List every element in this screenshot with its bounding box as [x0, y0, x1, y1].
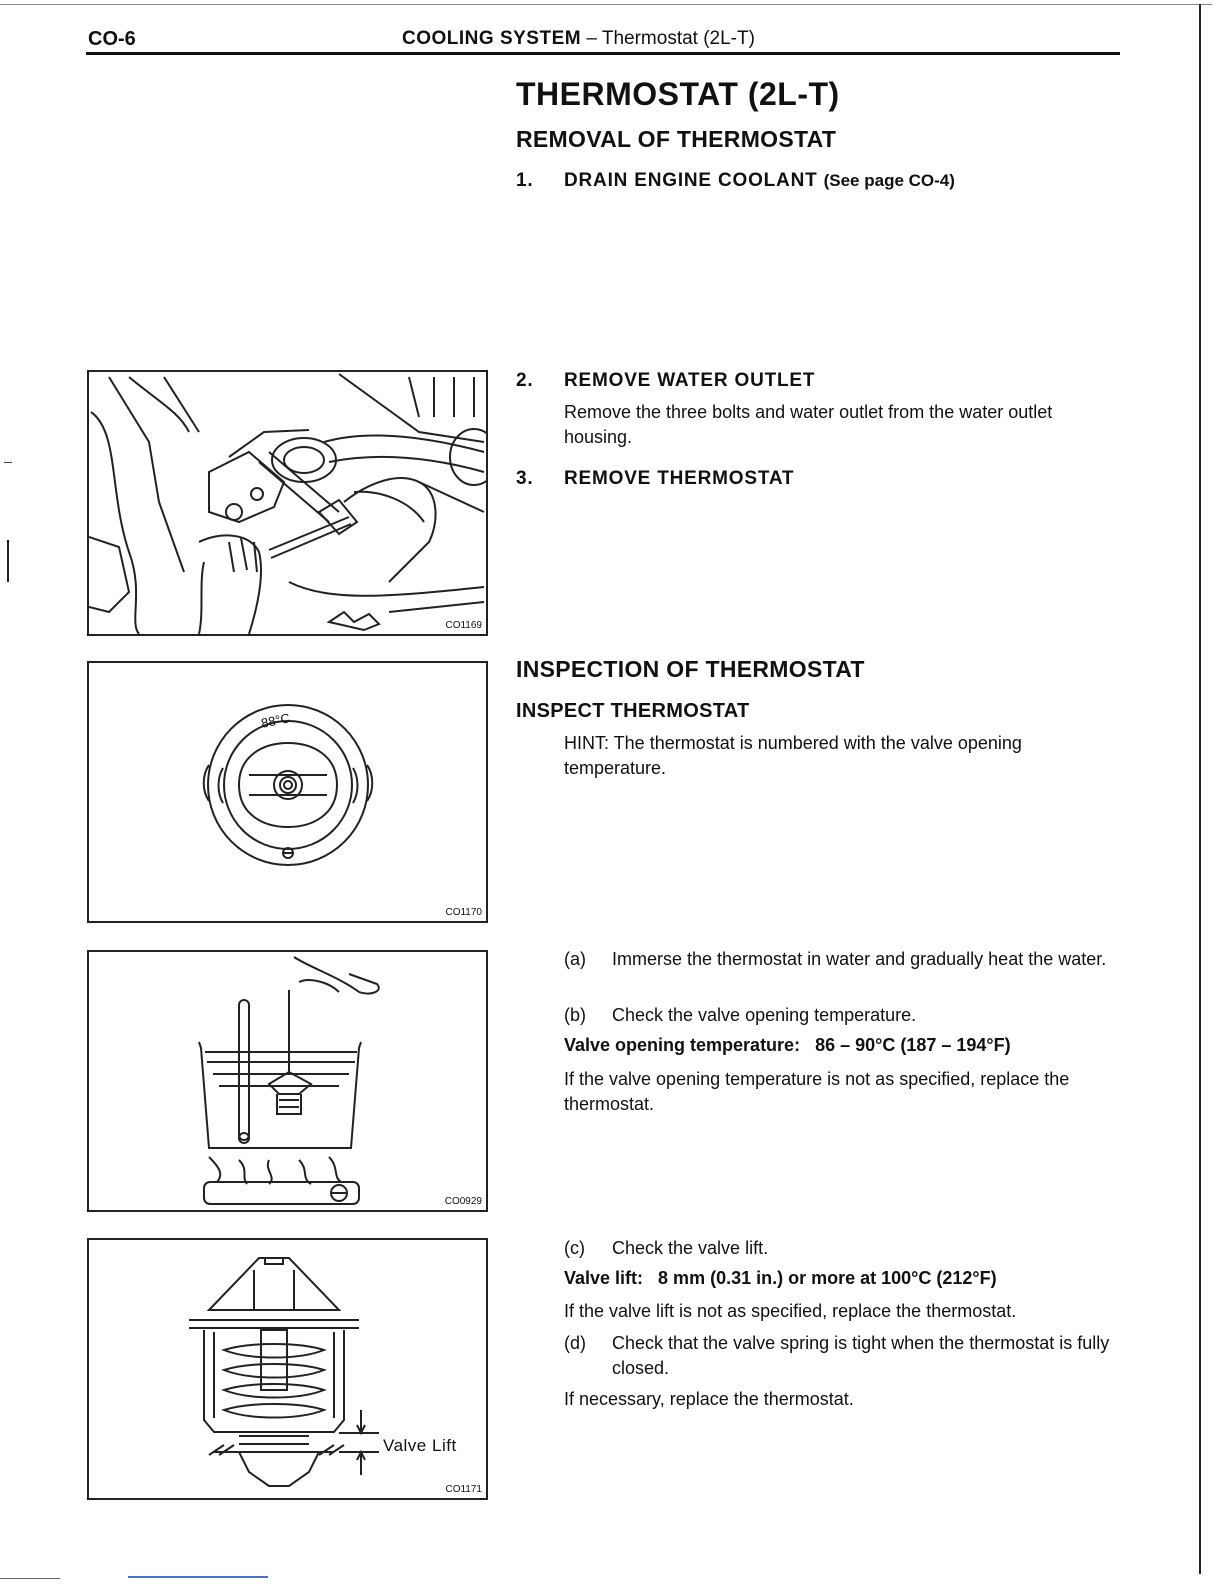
step-title: REMOVE WATER OUTLET	[564, 370, 816, 391]
opening-note: If the valve opening temperature is not as specified, replace the thermostat.	[564, 1069, 1070, 1114]
figure-remove-water-outlet	[87, 370, 488, 636]
figure-heating-test	[87, 950, 488, 1212]
figure-code: CO1169	[445, 620, 482, 631]
figure-code: CO1171	[445, 1484, 482, 1495]
spec-label: Valve lift:	[564, 1268, 644, 1288]
item-text: Check the valve lift.	[612, 1238, 769, 1258]
item-c	[564, 1236, 1120, 1261]
item-b	[564, 1003, 1120, 1028]
removal-heading: REMOVAL OF THERMOSTAT	[516, 126, 837, 152]
temperature-stamp: 88°C	[259, 710, 292, 731]
step-number: 2.	[516, 370, 534, 391]
inspection-heading: INSPECTION OF THERMOSTAT	[516, 656, 865, 682]
running-header	[402, 28, 755, 50]
item-text: Check the valve opening temperature.	[612, 1005, 917, 1025]
right-border	[1199, 4, 1201, 1574]
figure-thermostat-marking	[87, 661, 488, 923]
step-3	[516, 468, 1076, 494]
top-border	[0, 4, 1212, 5]
spec-value: 86 – 90°C (187 – 194°F)	[815, 1035, 1011, 1055]
figure-valve-lift	[87, 1238, 488, 1500]
step-2	[516, 370, 1076, 396]
spec-valve-lift	[564, 1268, 997, 1289]
page-reference: (See page CO-4)	[823, 171, 955, 190]
water-outlet-illustration	[89, 372, 486, 634]
step-1	[516, 170, 1076, 196]
item-label: (a)	[564, 949, 586, 969]
final-note: If necessary, replace the thermostat.	[564, 1389, 854, 1409]
step-number: 3.	[516, 468, 534, 489]
section-name: COOLING SYSTEM	[402, 28, 582, 49]
step-title: DRAIN ENGINE COOLANT	[564, 170, 818, 191]
inspection-subheading: INSPECT THERMOSTAT	[516, 700, 750, 722]
item-text: Immerse the thermostat in water and gradually heat the water.	[612, 949, 1107, 969]
step-2-detail: Remove the three bolts and water outlet from the water outlet housing.	[564, 402, 1053, 447]
figure-code: CO0929	[444, 1196, 482, 1207]
header-separator: –	[581, 28, 602, 49]
valve-lift-diagram	[89, 1240, 486, 1498]
item-text: Check that the valve spring is tight when the thermostat is fully closed.	[612, 1333, 1110, 1378]
step-number: 1.	[516, 170, 534, 191]
bottom-rule	[0, 1578, 60, 1579]
thermostat-top-view	[89, 663, 486, 921]
heating-test-illustration	[89, 952, 486, 1210]
step-title: REMOVE THERMOSTAT	[564, 468, 795, 489]
spec-label: Valve opening temperature:	[564, 1035, 801, 1055]
valve-lift-label: Valve Lift	[383, 1436, 457, 1455]
spec-value: 8 mm (0.31 in.) or more at 100°C (212°F)	[658, 1268, 997, 1288]
page-title: THERMOSTAT (2L-T)	[516, 76, 840, 112]
item-label: (c)	[564, 1238, 585, 1258]
subsection-name: Thermostat (2L-T)	[601, 28, 755, 49]
page-code: CO-6	[88, 28, 136, 50]
item-label: (d)	[564, 1333, 586, 1353]
left-margin-mark	[7, 540, 9, 582]
lift-note: If the valve lift is not as specified, replace the thermostat.	[564, 1301, 1017, 1321]
hint-text: HINT: The thermostat is numbered with the valve opening temperature.	[564, 733, 1022, 778]
spec-valve-opening	[564, 1035, 1011, 1056]
left-margin-dash	[4, 462, 12, 463]
item-a	[564, 947, 1120, 997]
item-d	[564, 1331, 1120, 1381]
figure-code: CO1170	[445, 907, 482, 918]
header-rule	[86, 52, 1120, 55]
item-label: (b)	[564, 1005, 586, 1025]
bottom-link-underline	[128, 1576, 268, 1578]
